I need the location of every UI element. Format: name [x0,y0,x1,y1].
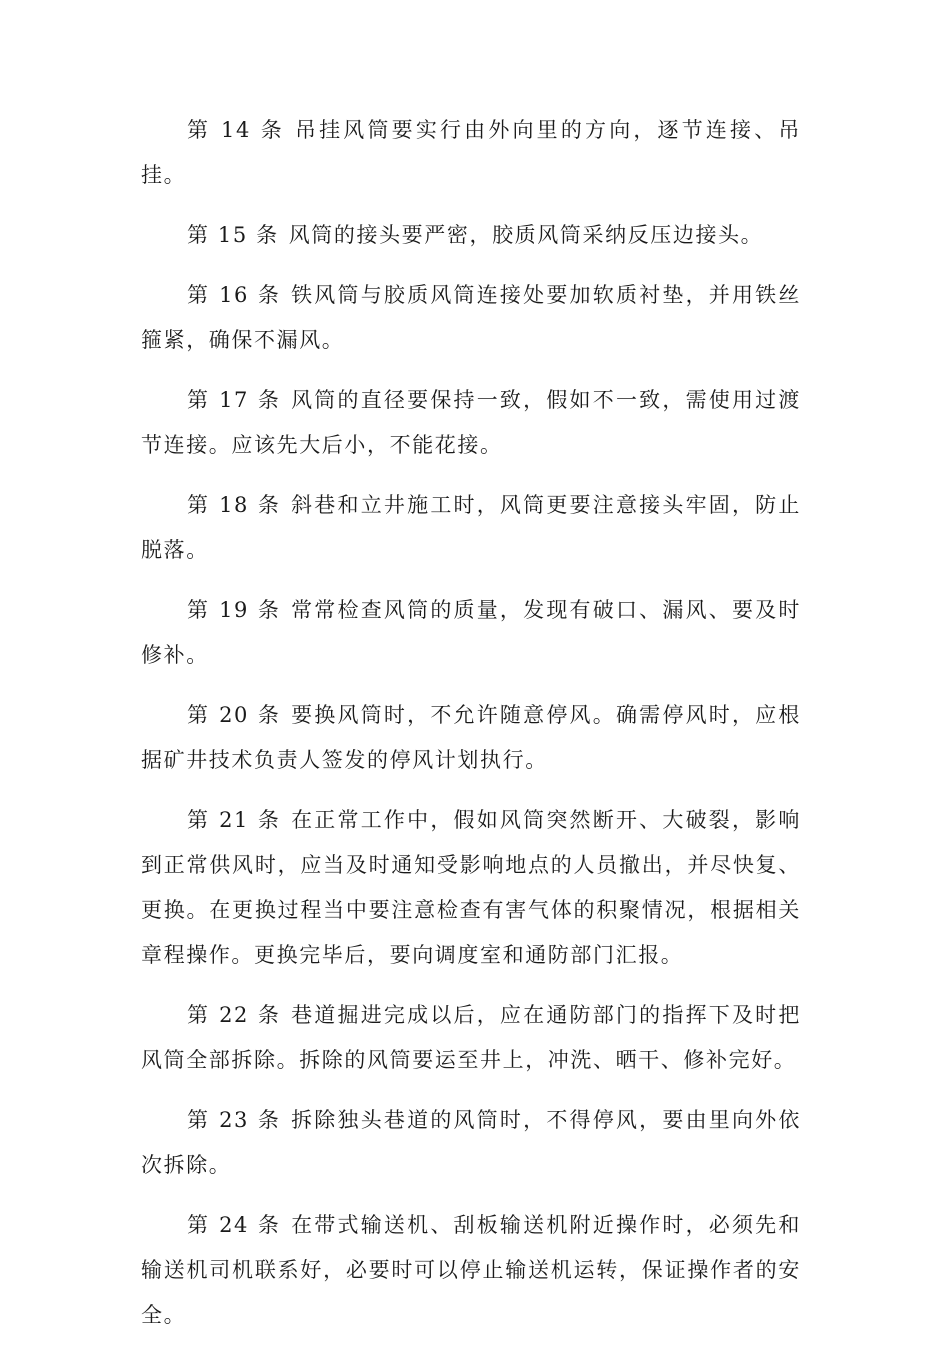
article-text: 风筒的接头要严密，胶质风筒采纳反压边接头。 [288,223,764,247]
article-text: 铁风筒与胶质风筒连接处要加软质衬垫，并用铁丝箍紧，确保不漏风。 [141,283,801,352]
document-body [141,108,801,1353]
article-number: 第 17 条 [187,388,282,412]
article-number: 第 21 条 [187,808,282,832]
article-20 [141,693,801,783]
article-17 [141,378,801,468]
article-18 [141,483,801,573]
article-23 [141,1098,801,1188]
article-text: 常常检查风筒的质量，发现有破口、漏风、要及时修补。 [141,598,801,667]
article-22 [141,993,801,1083]
article-text: 吊挂风筒要实行由外向里的方向，逐节连接、吊挂。 [141,118,801,187]
article-text: 在正常工作中，假如风筒突然断开、大破裂，影响到正常供风时，应当及时通知受影响地点的人员撤出，并尽快复、更换。在更换过程当中要注意检查有害气体的积聚情况，根据相关章程操作。更换完毕后，要向调度室和通防部门汇报。 [141,808,801,967]
article-text: 拆除独头巷道的风筒时，不得停风，要由里向外依次拆除。 [141,1108,801,1177]
article-text: 在带式输送机、刮板输送机附近操作时，必须先和输送机司机联系好，必要时可以停止输送机运转，保证操作者的安全。 [141,1213,801,1327]
article-text: 要换风筒时，不允许随意停风。确需停风时，应根据矿井技术负责人签发的停风计划执行。 [141,703,801,772]
article-24 [141,1203,801,1338]
article-number: 第 20 条 [187,703,282,727]
article-number: 第 15 条 [187,223,279,247]
article-number: 第 22 条 [187,1003,282,1027]
article-16 [141,273,801,363]
article-text: 风筒的直径要保持一致，假如不一致，需使用过渡节连接。应该先大后小，不能花接。 [141,388,801,457]
article-number: 第 16 条 [187,283,282,307]
article-21 [141,798,801,978]
article-number: 第 19 条 [187,598,282,622]
article-text: 斜巷和立井施工时，风筒更要注意接头牢固，防止脱落。 [141,493,801,562]
article-14 [141,108,801,198]
article-number: 第 18 条 [187,493,282,517]
article-15 [141,213,801,258]
article-text: 巷道掘进完成以后，应在通防部门的指挥下及时把风筒全部拆除。拆除的风筒要运至井上，冲洗、晒干、修补完好。 [141,1003,801,1072]
article-number: 第 24 条 [187,1213,282,1237]
article-19 [141,588,801,678]
article-number: 第 23 条 [187,1108,282,1132]
article-number: 第 14 条 [187,118,285,142]
